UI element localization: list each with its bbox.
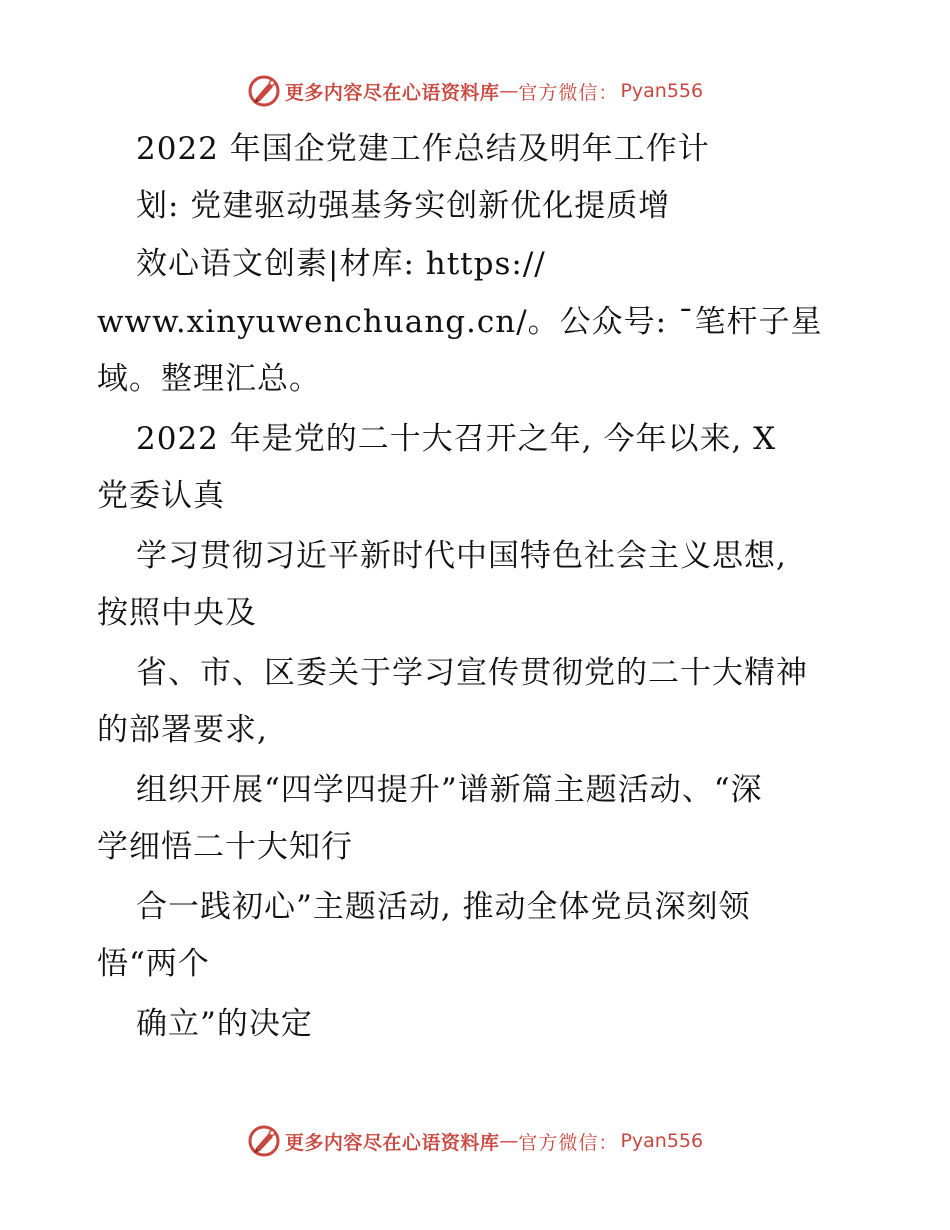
doc-line-16: 确立”的决定 bbox=[136, 1006, 313, 1042]
doc-line-12: 组织开展“四学四提升”谱新篇主题活动、“深 bbox=[136, 772, 763, 808]
doc-line-11: 的部署要求, bbox=[97, 712, 268, 748]
page-footer-banner bbox=[0, 1121, 950, 1161]
doc-line-5: 域。整理汇总。 bbox=[97, 361, 321, 397]
header-wechat-label: 官方微信： bbox=[518, 81, 619, 104]
footer-brand-text: 更多内容尽在心语资料库 bbox=[284, 1131, 500, 1154]
footer-separator: — bbox=[499, 1130, 519, 1152]
footer-wechat-label: 官方微信： bbox=[518, 1131, 619, 1154]
doc-line-6: 2022 年是党的二十大召开之年, 今年以来, X bbox=[136, 421, 777, 457]
doc-line-9: 按照中央及 bbox=[97, 595, 257, 631]
doc-line-13: 学细悟二十大知行 bbox=[97, 829, 353, 865]
doc-line-7: 党委认真 bbox=[97, 478, 225, 514]
doc-line-3: 效心语文创素|材库: https:// bbox=[136, 246, 546, 282]
header-account-id: Pyan556 bbox=[620, 80, 704, 102]
header-separator: — bbox=[499, 80, 519, 102]
doc-line-8: 学习贯彻习近平新时代中国特色社会主义思想, bbox=[136, 538, 787, 574]
doc-line-15: 悟“两个 bbox=[97, 946, 210, 982]
doc-line-10: 省、市、区委关于学习宣传贯彻党的二十大精神 bbox=[136, 655, 808, 691]
page-header-banner bbox=[0, 71, 950, 111]
pen-logo-icon bbox=[247, 74, 281, 108]
doc-line-1: 2022 年国企党建工作总结及明年工作计 bbox=[136, 131, 710, 167]
pen-logo-icon bbox=[247, 1124, 281, 1158]
doc-line-14: 合一践初心”主题活动, 推动全体党员深刻领 bbox=[136, 889, 751, 925]
header-brand-text: 更多内容尽在心语资料库 bbox=[284, 81, 500, 104]
footer-account-id: Pyan556 bbox=[620, 1130, 704, 1152]
doc-line-4: www.xinyuwenchuang.cn/。公众号: ¯笔杆子星 bbox=[97, 304, 823, 340]
doc-line-2: 划: 党建驱动强基务实创新优化提质增 bbox=[136, 188, 671, 224]
